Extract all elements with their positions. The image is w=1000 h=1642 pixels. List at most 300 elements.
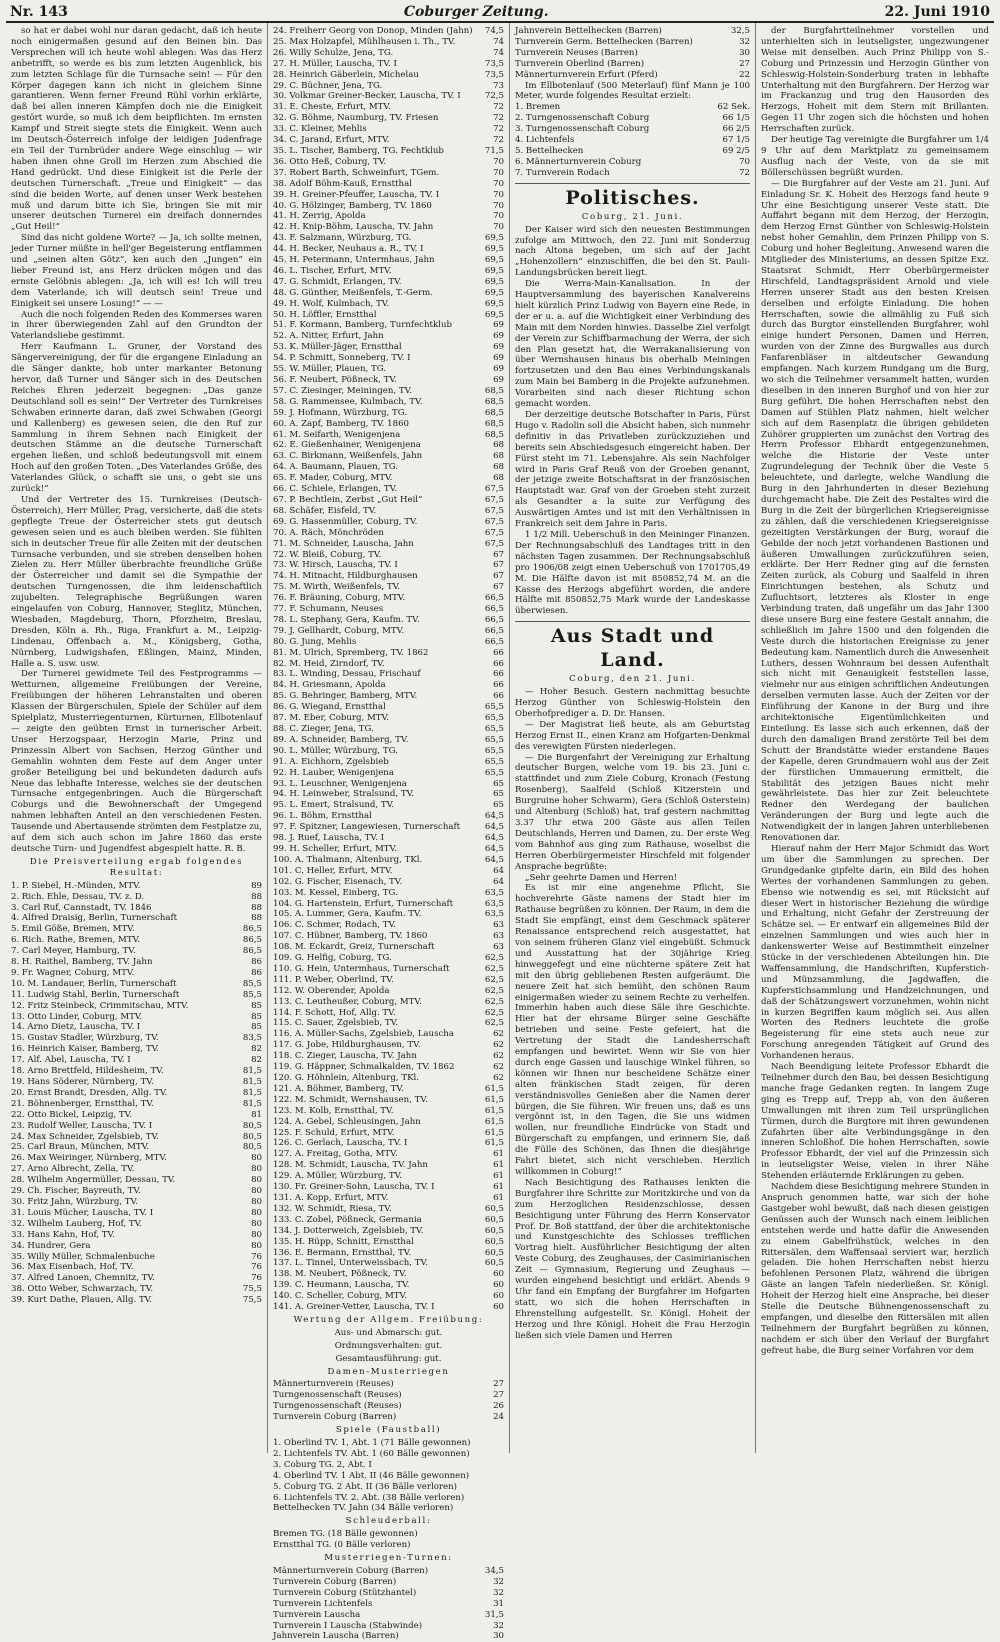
- result-name: 51. F. Kormann, Bamberg, Turnfechtklub: [273, 320, 452, 331]
- result-row: [273, 866, 504, 877]
- result-value: 64,5: [484, 822, 504, 833]
- result-value: 63: [493, 942, 504, 953]
- result-row: [11, 1252, 262, 1263]
- result-value: 85,5: [242, 978, 262, 989]
- result-row: [11, 1153, 262, 1164]
- result-value: 80,5: [242, 1120, 262, 1131]
- result-name: 134. J. Dotterweich, Zgelsbieb, TV.: [273, 1225, 424, 1236]
- result-row: [11, 892, 262, 903]
- result-name: 93. L. Leuschner, Wenigenjena: [273, 778, 407, 789]
- result-value: 76: [251, 1262, 262, 1273]
- result-value: 62,5: [484, 963, 504, 974]
- result-name: 47. G. Schmidt, Erlangen, TV.: [273, 276, 402, 287]
- result-value: 76: [251, 1273, 262, 1284]
- result-row: [11, 1295, 262, 1306]
- result-name: 48. G. Günther, Meißenfels, T.-Germ.: [273, 287, 433, 298]
- result-row: [11, 1142, 262, 1153]
- result-value: 62,5: [484, 996, 504, 1007]
- result-name: 120. G. Höhnlein, Altenburg, TKl.: [273, 1073, 419, 1083]
- result-name: 25. Carl Braun, München, MTV.: [11, 1142, 150, 1153]
- result-row: [11, 1284, 262, 1295]
- result-row: [273, 1008, 504, 1019]
- paragraph: — Der Magistrat ließ heute, als am Geburtstag Herzog Ernst II., einen Kranz am Hofgarten-Denkmal des verewigten Fürsten niederlegen.: [515, 719, 750, 752]
- result-row: [273, 637, 504, 648]
- result-name: 123. M. Kolb, Ernstthal, TV.: [273, 1105, 394, 1116]
- result-name: 37. Robert Barth, Schweinfurt, TGem.: [273, 167, 440, 178]
- result-name: 112. W. Oberender, Apolda: [273, 985, 390, 996]
- result-row: [273, 81, 504, 92]
- result-name: 78. L. Stephany, Gera, Kaufm. TV.: [273, 614, 420, 625]
- result-row: [273, 789, 504, 800]
- result-value: 60: [493, 1269, 504, 1280]
- result-name: 106. C. Schmer, Rodach, TV.: [273, 920, 396, 931]
- result-row: [273, 1160, 504, 1171]
- result-value: 68: [493, 462, 504, 473]
- result-name: 139. C. Heumann, Lauscha, TV.: [273, 1280, 410, 1291]
- result-value: 32: [739, 36, 750, 47]
- result-value: 62,5: [484, 953, 504, 964]
- list-line: 4. Oberlind TV. 1 Abt. II (46 Bälle gewonnen): [273, 1470, 470, 1481]
- result-value: 32: [493, 1587, 504, 1598]
- result-name: 124. A. Gebel, Schleusingen, Jahn: [273, 1116, 421, 1127]
- result-row: [273, 70, 504, 81]
- list-line: 5. Coburg TG. 2 Abt. II (36 Bälle verloren): [273, 1481, 457, 1492]
- result-value: 69: [493, 353, 504, 364]
- result-name: Männerturnverein Erfurt (Pferd): [515, 69, 658, 80]
- result-value: 86: [251, 957, 262, 968]
- result-value: 65: [493, 800, 504, 811]
- paragraph: Es ist mir eine angenehme Pflicht, Sie hochverehrte Gäste namens der Stadt hier im Rathause begrüßen zu können. Der Raum, in dem die Stadt Sie empfängt, einst dem Geschmack späterer Renaissance entsprechend reich ausgestattet, hat von seinem früheren Glanz viel eingebüßt. Schmuck und Ausstattung hat der 30jährige Krieg hinweggefegt und eine nüchterne spätere Zeit hat mit den übrig gebliebenen Resten aufgeräumt. Die neuere Zeit hat sich bemüht, den schönen Raum einigermaßen wieder zu seinem Rechte zu verhelfen. Immerhin haben auch diese Säle ihre Geschichte. Hier hat der ehrsame Bürger seine Geschäfte betrieben und seine Feste gefeiert, hat die Vertretung der Stadt die Landesherrschaft empfangen und bewirtet. Wenn wir Sie von hier durch enge Gassen und lauschige Winkel führen, so können wir Ihnen nur bescheidene Schätze einer alten fränkischen Stadt zeigen, für deren verständnisvolles Genießen aber die Namen derer bürgen, die Sie führen. Wir freuen uns, daß es uns vergönnt ist, in den Tagen, die Sie uns widmen wollen, nur freundliche Eindrücke von Stadt und Bürgerschaft zu empfangen, und erinnern Sie, daß die Fülle des Schönen, das Ihnen die diesjährige Fahrt bietet, sich nicht verschieben. Herzlich willkommen in Coburg!“: [515, 883, 750, 1177]
- result-name: 94. H. Leinweber, Stralsund, TV.: [273, 789, 415, 800]
- result-value: 69: [493, 331, 504, 342]
- result-row: [273, 1051, 504, 1062]
- result-value: 61: [493, 1182, 504, 1193]
- result-name: 42. H. Knip-Böhm, Lauscha, TV. Jahn: [273, 222, 434, 233]
- result-name: 100. A. Thalmann, Altenburg, TKl.: [273, 854, 423, 865]
- result-value: 80,5: [242, 1142, 262, 1153]
- result-row: [273, 582, 504, 593]
- result-row: [273, 888, 504, 899]
- ellbotenlauf-table: [515, 102, 750, 178]
- result-value: 88: [251, 902, 262, 913]
- paragraph: „Sehr geehrte Damen und Herren!: [525, 872, 678, 883]
- result-name: Turnverein Oberlind (Barren): [515, 58, 645, 69]
- result-value: 72: [493, 135, 504, 146]
- result-name: 34. Hundrer, Gera: [11, 1240, 91, 1251]
- result-row: [273, 1599, 504, 1610]
- result-row: [273, 353, 504, 364]
- result-row: [11, 1241, 262, 1252]
- result-row: [273, 931, 504, 942]
- result-row: [11, 935, 262, 946]
- result-name: 108. M. Eckardt, Greiz, Turnerschaft: [273, 942, 435, 953]
- result-value: 85: [251, 1000, 262, 1011]
- result-name: 87. M. Eber, Coburg, MTV.: [273, 713, 389, 724]
- result-value: 69,5: [484, 309, 504, 320]
- result-value: 69,5: [484, 265, 504, 276]
- result-name: 4. Alfred Draisig, Berlin, Turnerschaft: [11, 913, 178, 924]
- result-name: 85. G. Behringer, Bamberg, MTV.: [273, 691, 418, 702]
- result-value: 63: [493, 920, 504, 931]
- result-value: 61: [493, 1192, 504, 1203]
- result-row: [515, 26, 750, 37]
- result-name: 6. Männerturnverein Coburg: [515, 156, 642, 167]
- result-name: 125. F. Schuld, Erfurt, MTV.: [273, 1127, 395, 1138]
- list-line: Bremen TG. (18 Bälle gewonnen): [273, 1529, 418, 1540]
- result-value: 85: [251, 1011, 262, 1022]
- spiele-title: Spiele (Faustball): [335, 1425, 442, 1436]
- result-value: 61: [493, 1171, 504, 1182]
- result-value: 68,5: [484, 385, 504, 396]
- result-name: 2. Turngenossenschaft Coburg: [515, 113, 650, 124]
- result-value: 70: [493, 167, 504, 178]
- result-value: 30: [739, 47, 750, 58]
- result-row: [273, 462, 504, 473]
- paragraph: Der Kaiser wird sich den neuesten Bestimmungen zufolge am Mittwoch, den 22. Juni mit Sonderzug nach Altona begeben, um sich auf der Jacht „Hohenzollern“ einzuschiffen, die bei den St. Pauli-Landungsbrücken bereit liegt.: [515, 224, 750, 279]
- result-row: [11, 903, 262, 914]
- result-value: 61,5: [484, 1127, 504, 1138]
- result-row: [273, 800, 504, 811]
- result-name: 39. H. Greiner-Pfeuffer, Lauscha, TV. I: [273, 189, 440, 200]
- list-line: 2. Lichtenfels TV. Abt. 1 (60 Bälle gewonnen): [273, 1448, 470, 1459]
- paragraph: Herr Kaufmann L. Gruner, der Vorstand des Sängervereinigung, der für die ergangene Einladung an die Sänger dankte, hob unter markanter Betonung hervor, daß Turner und Sänger sich in des Deutschen Reiches Ehren jederzeit begegnen: „Das ganze Deutschland soll es sein!“ Der Vertreter des Turnkreises Schwaben erinnerte daran, daß zwei Schwaben (Georgi und Kallenberg) es gewesen seien, die den Ruf zur Sammlung in ihrem Sehnen nach Einigkeit der deutschen Stämme an die deutsche Turnerschaft ergehen ließen, und schloß bedeutungsvoll mit einem Hoch auf den großen Toten. „Des Vaterlandes Größe, des Vaterlandes Glück, o schafft sie uns, o gebt sie uns zurück!“: [11, 342, 262, 495]
- result-row: [273, 724, 504, 735]
- result-row: [11, 1273, 262, 1284]
- result-value: 86,5: [242, 946, 262, 957]
- result-value: 66: [493, 669, 504, 680]
- result-value: 70: [493, 178, 504, 189]
- result-value: 60: [493, 1302, 504, 1313]
- result-name: 30. Fritz Jahn, Würzburg, TV.: [11, 1196, 138, 1207]
- result-row: [273, 735, 504, 746]
- result-value: 65,5: [484, 745, 504, 756]
- result-value: 76: [251, 1251, 262, 1262]
- result-name: 43. F. Salzmann, Würzburg, TG.: [273, 233, 412, 244]
- result-name: 136. E. Bermann, Ernstthal, TV.: [273, 1247, 412, 1258]
- paragraph: Der Turnerei gewidmete Teil des Festprogramms — Wetturnen, allgemeine Freiübungen der Vereine, Freiübungen der höheren Lehranstalten und oberen Klassen der Bürgerschulen, Spiele der Schüler auf dem Spielplatz, Musterriegenturnen, Kürturnen, Ellbotenlauf — zeigte den geübten Ernst in turnerischer Arbeit. Unser Herzogspaar, Herzogin Marie, Prinz und Prinzessin Albert von Sachsen, Herzog Günther und Gemahlin wohnten dem Feste auf dem Anger unter großer Beteiligung bei und bekundeten dadurch aufs Neue das lebhafte Interesse, welches sie der deutschen Turnsache entgegenbringen. Auch die Bürgerschaft Coburgs und die Bewohnerschaft der Umgegend nahmen lebhaften Anteil an den verschiedenen Festen. Tausende und Abertausende strömten dem Festplatze zu, auf dem sich auch schon im Jahre 1860 das erste deutsche Turn- und Jugendfest abgespielt hatte. R. B.: [11, 669, 262, 854]
- result-name: 3. Turngenossenschaft Coburg: [515, 124, 650, 135]
- result-name: 104. G. Hartenstein, Erfurt, Turnerschaft: [273, 898, 454, 909]
- result-value: 68,5: [484, 418, 504, 429]
- result-name: 73. W. Hirsch, Lauscha, TV. I: [273, 560, 398, 571]
- result-name: 91. A. Eichhorn, Zgelsbieb: [273, 756, 389, 767]
- result-row: [515, 113, 750, 124]
- paragraph: Der derzeitige deutsche Botschafter in Paris, Fürst Hugo v. Radolin soll die Absicht haben, sich nunmehr definitiv in das Privatleben zurückzuziehen und bereits sein Abschiedsgesuch eingereicht haben. Der Fürst steht im 71. Lebensjahre. Als sein Nachfolger wird in Paris Graf Reuß von der Groeben genannt, der jetzige zweite Botschaftsrat in der französischen Hauptstadt war. Graf von der Groeben steht zurzeit als Gesandter a la suite zur Verfügung des Auswärtigen Amtes und ist mit den Verhältnissen in Frankreich seit dem Jahre in Paris.: [515, 410, 750, 530]
- result-row: [273, 430, 504, 441]
- result-value: 72: [493, 124, 504, 135]
- result-row: [273, 1040, 504, 1051]
- paragraph: — Die Burgenfahrt der Vereinigung zur Erhaltung deutscher Burgen, welche vom 19. bis 23. Juni c. stattfindet und zum Ziele Coburg, Kronach (Festung Rosenberg), Saalfeld (Schloß Kitzerstein und Burgruine hoher Schwarm), Gera (Schloß Osterstein) und Altenburg (Schloß) hat, traf gestern nachmittag 3.37 Uhr etwa 200 Gäste aus allen Teilen Deutschlands, Herren und Damen, zu. Der erste Weg vom Bahnhof aus ging zum Rathause, woselbst die Herren Oberbürgermeister Hirschfeld mit folgender Ansprache begrüßte:: [515, 752, 750, 872]
- result-row: [273, 1204, 504, 1215]
- result-value: 61: [493, 1160, 504, 1171]
- result-row: [11, 1121, 262, 1132]
- column-2: [268, 23, 510, 1642]
- result-name: 37. Alfred Lanoen, Chemnitz, TV.: [11, 1273, 155, 1284]
- result-name: 68. Schäfer, Eisfeld, TV.: [273, 505, 377, 516]
- result-row: [273, 255, 504, 266]
- result-name: 26. Willy Schulze, Jena, TG.: [273, 47, 394, 58]
- result-value: 31: [493, 1598, 504, 1609]
- result-value: 69,5: [484, 233, 504, 244]
- list-line: 6. Lichtenfels TV. 2. Abt. (38 Bälle verloren): [273, 1492, 465, 1503]
- result-row: [11, 924, 262, 935]
- result-value: 67: [493, 560, 504, 571]
- result-row: [273, 1018, 504, 1029]
- result-value: 69,5: [484, 298, 504, 309]
- result-value: 66: [493, 680, 504, 691]
- dateline: Coburg, den 21. Juni.: [569, 674, 696, 685]
- result-name: 66. C. Schiele, Erlangen, TV.: [273, 484, 398, 495]
- result-value: 81,5: [242, 1098, 262, 1109]
- result-value: 66: [493, 691, 504, 702]
- result-name: 2. Rich. Ehle, Dessau, TV. z. D.: [11, 891, 145, 902]
- result-name: Männerturnverein Coburg (Barren): [273, 1565, 429, 1576]
- result-row: [273, 244, 504, 255]
- section-heading-politisches: Politisches.: [515, 183, 750, 210]
- result-row: [11, 946, 262, 957]
- result-value: 24: [493, 1412, 504, 1423]
- result-name: 32. G. Böhme, Naumburg, TV. Friesen: [273, 113, 439, 124]
- result-name: 14. Arno Dietz, Lauscha, TV. I: [11, 1022, 141, 1033]
- result-value: 80: [251, 1175, 262, 1186]
- result-row: [515, 124, 750, 135]
- result-row: [11, 1164, 262, 1175]
- result-name: 24. Freiherr Georg von Donop, Minden (Jahn): [273, 26, 473, 36]
- result-row: [273, 342, 504, 353]
- result-row: [273, 375, 504, 386]
- result-value: 27: [493, 1390, 504, 1401]
- result-name: 88. C. Zieger, Jena, TG.: [273, 724, 374, 734]
- result-row: [273, 571, 504, 582]
- result-row: [273, 211, 504, 222]
- result-value: 62,5: [484, 974, 504, 985]
- result-row: [273, 953, 504, 964]
- result-row: [273, 1610, 504, 1621]
- result-row: [273, 1577, 504, 1588]
- result-name: 28. Wilhelm Angermüller, Dessau, TV.: [11, 1175, 176, 1186]
- result-name: 84. H. Griesmann, Apolda: [273, 680, 386, 691]
- result-row: [273, 1149, 504, 1160]
- result-value: 82: [251, 1055, 262, 1066]
- result-row: [273, 419, 504, 430]
- result-name: 57. C. Ziesinger, Meiningen, TV.: [273, 385, 413, 396]
- result-row: [273, 1269, 504, 1280]
- result-value: 61,5: [484, 1083, 504, 1094]
- result-row: [273, 451, 504, 462]
- result-value: 60,5: [484, 1258, 504, 1269]
- result-value: 83,5: [242, 1033, 262, 1044]
- result-row: [273, 168, 504, 179]
- result-name: 74. H. Mitnacht, Hildburghausen: [273, 571, 418, 582]
- result-row: [273, 26, 504, 37]
- ellbotenlauf-intro: Im Ellbotenlauf (500 Meterlauf) fünf Mann je 100 Meter, wurde folgendes Resultat erzielt:: [515, 80, 750, 102]
- result-value: 65,5: [484, 702, 504, 713]
- result-row: [273, 680, 504, 691]
- result-value: 61,5: [484, 1116, 504, 1127]
- result-row: [11, 990, 262, 1001]
- result-row: [273, 277, 504, 288]
- result-value: 65,5: [484, 734, 504, 745]
- result-value: 62: [493, 1073, 504, 1083]
- result-value: 67: [493, 571, 504, 582]
- result-row: [273, 713, 504, 724]
- result-name: 53. K. Müller-Jäger, Ernstthal: [273, 342, 402, 353]
- result-name: 41. H. Zerrig, Apolda: [273, 211, 366, 222]
- result-row: [11, 1066, 262, 1077]
- result-row: [273, 1226, 504, 1237]
- result-name: 39. Kurt Dathe, Plauen, Allg. TV.: [11, 1295, 153, 1306]
- result-row: [273, 1588, 504, 1599]
- result-value: 81,5: [242, 1087, 262, 1098]
- result-row: [515, 102, 750, 113]
- result-name: 11. Ludwig Stahl, Berlin, Turnerschaft: [11, 989, 180, 1000]
- result-row: [273, 811, 504, 822]
- result-value: 68,5: [484, 429, 504, 440]
- result-value: 73: [493, 80, 504, 91]
- result-name: 26. Max Weiringer, Nürnberg, MTV.: [11, 1153, 167, 1164]
- paragraph: Der heutige Tag vereinigte die Burgfahrer um 1/4 9 Uhr auf dem Marktplatz zu gemeinsamem Ausflug nach der Veste, von da sie mit Böllerschüssen begrüßt wurden.: [761, 135, 989, 178]
- result-name: 54. P. Schmitt, Sonneberg, TV. I: [273, 353, 411, 364]
- paragraph: — Die Burgfahrer auf der Veste am 21. Juni. Auf Einladung Sr. K. Hoheit des Herzogs fand heute 9 Uhr eine Besichtigung unserer Veste statt. Die Auffahrt begann mit dem Herzog, der Herzogin, dem Herzog Ernst Günther von Schleswig-Holstein nebst hoher Gemahlin, dem Prinzen Philipp von S. Coburg und hoher Begleitung. Anwesend waren die Mitglieder des Ministeriums, an dessen Spitze Exz. Staatsrat Schmidt, Herr Oberbürgermeister Hirschfeld, Landtagspräsident Arnold und viele Herren unserer Stadt aus den besten Kreisen derselben und erfolgte Einladung. Die hohen Herrschaften, sowie die allmählig zu Fuß sich durch das Burgtor einstellenden Burgfahrer, wohl einige hundert Personen, Damen und Herren, wurden von der Zinne des Burgwalles aus durch Fanfarenbläser in altdeutscher Gewandung empfangen. Nach kurzem Rundgang um die Burg, wo sich die Teilnehmer versammelt hatten, wurden dieselben in den inneren Burghof und von hier zur Burg geführt. Die hohen Herrschaften nebst den Damen auf Stühlen Platz nahmen, hielt welcher sich auf dem Rasenplatz die übrigen gebildeten Zuhörer gruppierten um zunächst den Vortrag des Herrn Professor Ebhardt entgegenzunehmen, welche die Historie der Veste unter Zugrundelegung der Technik über die Veste 5 beleuchtete, und darlegte, welche Wandlung die Burg in den Jahrhunderten in dieser Beziehung durchgemacht habe. Die Zeit des Pestaltes wird die Burg in die Zeit der bürgerlichen Kriegsereignisse zu zählen, daß die verschiedenen Kriegsereignisse gezeitigten Verstärkungen der Burg, worauf die Gebilde der noch jetzt vorhandenen Bastionen und äußeren Umwallungen zurückzuführen seien, erklärte. Der Herr Redner ging auf die fernsten Zeiten zurück, als Coburg und Saalfeld in ihren Einrichtungen bestehen, als Schutz und Zufluchtsort, letzteres als Kloster in enge Verbindung traten, daß ungefähr um das Jahr 1300 diese unsere Burg eine festere Gestalt annahm, die schließlich im Jahre 1500 und den folgenden die Veste durch die historischen Ereignisse zu jener Bedeutung kam. Namentlich durch die Anwesenheit Luthers, dessen Wohnraum bei dessen Aufenthalt sich nicht mit Genauigkeit feststellen lasse, vielmehr nur aus einigen schriftlichen Andeutungen derselben vermuten lasse. Auch der Zeiten vor der Einführung der Kanone in der Burg und ihre architektonische Eigentümlichkeiten und Einteilung. Es lasse sich auch erkennen, daß der durch den damaligen Brand zerstörte Teil bei dem Schutt der Brandstätte wieder erstandene Baues der Kapelle, deren Grundmauern wohl aus der Zeit der fürstlichen Ummauerung ermittelt, die Stabilität des jetzigen Baues nicht mehr gewährleistete. Das hier zur Zeit beleuchtete Redner den Werdegang der baulichen Veränderungen der Burg und legte auch die Notwendigkeit der in langen Jahren unterbliebenen Renovationen dar.: [761, 178, 989, 844]
- result-value: 62,5: [484, 1018, 504, 1029]
- result-row: [273, 909, 504, 920]
- result-value: 66: [493, 658, 504, 669]
- result-row: [273, 1171, 504, 1182]
- result-name: 83. L. Winding, Dessau, Frischauf: [273, 669, 421, 680]
- result-row: [273, 179, 504, 190]
- schleuder-title: Schleuderball:: [345, 1516, 432, 1527]
- result-value: 74: [493, 47, 504, 58]
- result-row: [273, 397, 504, 408]
- results-table-continued: [273, 26, 504, 1313]
- damen-table: [273, 1379, 504, 1423]
- result-name: 116. A. Müller-Sachs, Zgelsbieb, Lauscha: [273, 1029, 454, 1040]
- result-value: 67: [493, 582, 504, 593]
- result-name: 16. Heinrich Kaiser, Bamberg, TV.: [11, 1044, 160, 1055]
- result-name: 118. C. Zieger, Lauscha, TV. Jahn: [273, 1051, 417, 1062]
- result-name: 97. F. Spitzner, Langewiesen, Turnerschaft: [273, 822, 461, 833]
- result-value: 75,5: [242, 1295, 262, 1306]
- result-value: 32,5: [730, 26, 750, 36]
- result-row: [11, 1219, 262, 1230]
- result-row: [273, 626, 504, 637]
- result-value: 72: [493, 113, 504, 124]
- result-name: 49. H. Wolf, Kulmbach, TV.: [273, 298, 390, 309]
- result-value: 60,5: [484, 1203, 504, 1214]
- result-name: 135. H. Rüpp, Schnitt, Ernstthal: [273, 1236, 414, 1247]
- paragraph: Nach Besichtigung des Rathauses lenkten die Burgfahrer ihre Schritte zur Moritzkirche und von da zum Herzoglichen Residenzschlosse, dessen Besichtigung unter Führung des Herrn Konservator Prof. Dr. Boß stattfand, der über die architektonische und Kunstgeschichte des Schlosses trefflichen Vortrag hielt. Ausführlicher Besichtigung der alten Veste Coburg, des Zeughauses, der Casimirianischen Zeit — Gymnasium, Regierung und Zeughaus — wurden eingehend besichtigt und erklärt. Abends 9 Uhr fand ein Empfang der Burgfahrer im Hofgarten statt, wo sich die hohen Herrschaften in Ehrenstellung aufgestellt. Sr. Königl. Hoheit der Herzog und Ihre Königl. Hoheit die Frau Herzogin ließen sich viele Damen und Herren: [515, 1177, 750, 1341]
- result-row: [273, 1029, 504, 1040]
- result-value: 27: [739, 58, 750, 69]
- result-value: 88: [251, 891, 262, 902]
- wertung-line: Aus- und Abmarsch: gut.: [334, 1327, 443, 1338]
- result-name: Turnverein Neuses (Barren): [515, 47, 638, 58]
- result-row: [273, 201, 504, 212]
- result-name: 36. Max Eisenbach, Hof, TV.: [11, 1262, 134, 1273]
- result-value: 62,5: [484, 985, 504, 996]
- result-name: 81. M. Ulrich, Spremberg, TV. 1862: [273, 647, 429, 658]
- result-name: 79. J. Gellhardt, Coburg, MTV.: [273, 625, 405, 636]
- result-row: [273, 920, 504, 931]
- result-name: 71. M. Schneider, Lauscha, Jahn: [273, 538, 414, 549]
- result-name: 9. Fr. Wagner, Coburg, MTV.: [11, 967, 135, 978]
- result-row: [11, 979, 262, 990]
- result-name: Turnverein Coburg (Stützhantel): [273, 1587, 417, 1598]
- result-row: [273, 157, 504, 168]
- result-name: 76. F. Bräuning, Coburg, MTV.: [273, 593, 406, 604]
- result-row: [11, 1088, 262, 1099]
- result-row: [273, 37, 504, 48]
- result-value: 82: [251, 1044, 262, 1055]
- result-name: 96. L. Böhm, Ernstthal: [273, 811, 372, 822]
- result-name: 45. H. Petermann, Untermhaus, Jahn: [273, 255, 435, 266]
- result-row: [273, 1084, 504, 1095]
- result-row: [11, 1001, 262, 1012]
- result-row: [273, 102, 504, 113]
- result-name: 130. Fr. Greiner-Sohn, Lauscha, TV. I: [273, 1182, 435, 1193]
- masthead: [6, 0, 994, 23]
- result-value: 64,5: [484, 833, 504, 844]
- result-name: 50. H. Löffler, Ernstthal: [273, 309, 377, 320]
- result-value: 72,5: [484, 91, 504, 102]
- result-name: 103. M. Kessel, Einberg, TG.: [273, 887, 398, 898]
- result-row: [273, 222, 504, 233]
- result-name: 113. C. Leutheußer, Coburg, MTV.: [273, 996, 422, 1007]
- result-name: 23. Rudolf Weller, Lauscha, TV. I: [11, 1120, 153, 1131]
- result-row: [273, 124, 504, 135]
- result-value: 69 2/5: [722, 145, 750, 156]
- result-row: [515, 70, 750, 81]
- result-value: 32: [493, 1620, 504, 1631]
- result-value: 81,5: [242, 1066, 262, 1077]
- result-row: [273, 669, 504, 680]
- result-value: 80,5: [242, 1131, 262, 1142]
- result-name: 22. Otto Bickel, Leipzig, TV.: [11, 1109, 133, 1120]
- result-name: 35. Willy Müller, Schmalenbuche: [11, 1251, 155, 1262]
- result-name: 86. G. Wiegand, Ernstthal: [273, 702, 386, 713]
- result-name: Turngenossenschaft (Reuses): [273, 1390, 402, 1401]
- result-value: 89: [251, 880, 262, 891]
- result-name: 33. Hans Kahn, Hof, TV.: [11, 1229, 115, 1240]
- result-name: 13. Otto Linder, Coburg, MTV.: [11, 1011, 143, 1022]
- muster-table: [273, 1566, 504, 1642]
- muster-table-continued: [515, 26, 750, 81]
- result-row: [273, 942, 504, 953]
- result-value: 69: [493, 342, 504, 353]
- result-value: 80: [251, 1164, 262, 1175]
- result-row: [273, 560, 504, 571]
- result-row: [11, 1262, 262, 1273]
- paragraph: — Hoher Besuch. Gestern nachmittag besuchte Herzog Günther von Schleswig-Holstein den Oberhofprediger a. D. Dr. Hansen.: [515, 687, 750, 719]
- result-row: [515, 157, 750, 168]
- result-name: 7. Carl Meyer, Hamburg, TV.: [11, 946, 136, 957]
- result-value: 61,5: [484, 1138, 504, 1149]
- result-name: 8. H. Raithel, Bamberg, TV. Jahn: [11, 957, 153, 968]
- result-name: Turnverein Lauscha: [273, 1609, 361, 1620]
- result-name: 17. Alf. Abel, Lauscha, TV. I: [11, 1055, 131, 1066]
- result-value: 80: [251, 1196, 262, 1207]
- result-value: 69: [493, 364, 504, 375]
- result-name: 34. C. Jarand, Erfurt, MTV.: [273, 135, 390, 146]
- result-value: 69,5: [484, 255, 504, 266]
- result-value: 69,5: [484, 287, 504, 298]
- result-name: 132. W. Schmidt, Riesa, TV.: [273, 1203, 392, 1214]
- result-name: 31. E. Cheste, Erfurt, MTV.: [273, 102, 391, 113]
- result-name: 28. Heinrich Gäberlein, Michelau: [273, 69, 419, 80]
- result-name: 36. Otto Heß, Coburg, TV.: [273, 156, 387, 167]
- result-row: [273, 997, 504, 1008]
- result-name: 95. L. Emert, Stralsund, TV.: [273, 800, 395, 811]
